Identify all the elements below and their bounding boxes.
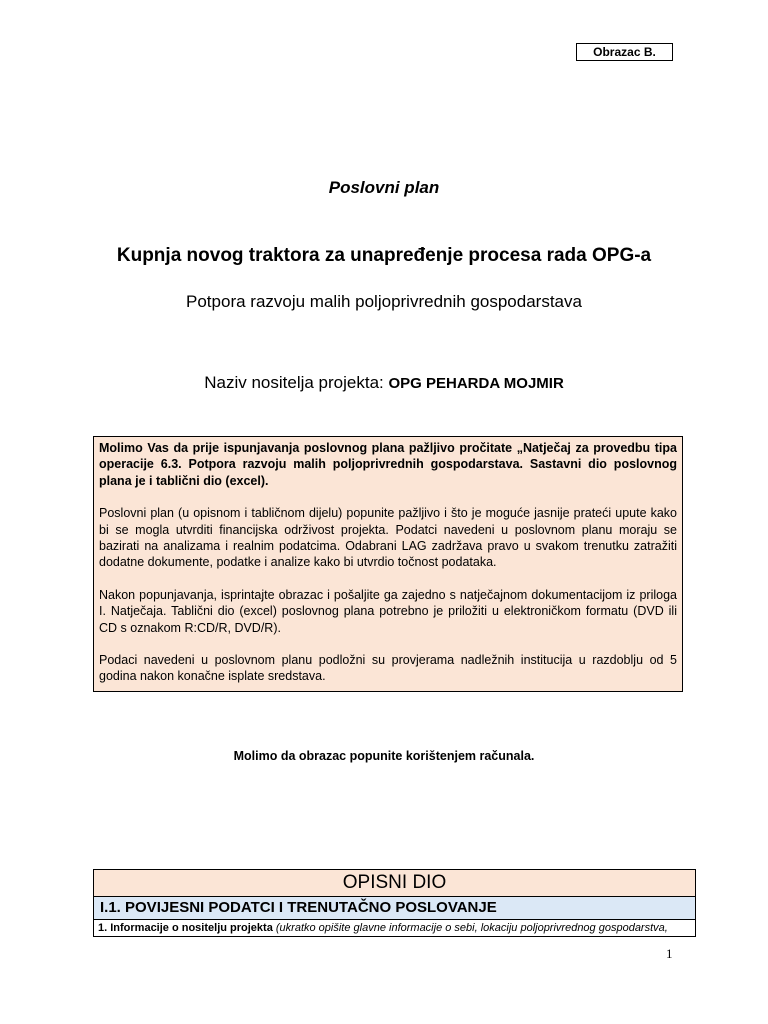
section-item-label: 1. Informacije o nositelju projekta [98, 922, 273, 934]
notice-paragraph: Poslovni plan (u opisnom i tabličnom dijelu) popunite pažljivo i što je moguće jasnije prateći upute kako bi se mogla utvrditi financijska održivost projekta. Podatci navedeni u poslovnom planu moraju se bazirati na analizama i realnim podatcima. Odabrani LAG zadržava pravo u svakom trenutku zatražiti dodatne dokumente, podatke i analize kako bi utvrdio točnost podataka. [99, 506, 677, 570]
section-subtitle: I.1. POVIJESNI PODATCI I TRENUTAČNO POSLOVANJE [94, 897, 695, 920]
notice-paragraph: Podaci navedeni u poslovnom planu podložni su provjerama nadležnih institucija u razdoblju od 5 godina nakon konačne isplate sredstava. [99, 653, 677, 684]
section-item [94, 920, 695, 936]
notice-lead: Molimo Vas da prije ispunjavanja poslovnog plana pažljivo pročitate „Natječaj za provedbu tipa operacije 6.3. Potpora razvoju malih poljoprivrednih gospodarstava. Sastavni dio poslovnog plana je i tablični dio (excel). [99, 441, 677, 488]
section-title: OPISNI DIO [94, 870, 695, 897]
section-item-hint: (ukratko opišite glavne informacije o sebi, lokaciju poljoprivrednog gospodarstva, [275, 922, 668, 934]
project-holder [0, 373, 768, 393]
page-number: 1 [666, 946, 673, 961]
fill-instruction: Molimo da obrazac popunite korištenjem računala. [233, 749, 535, 763]
document-type: Poslovni plan [328, 178, 440, 197]
project-title: Kupnja novog traktora za unapređenje procesa rada OPG-a [116, 245, 652, 266]
form-label: Obrazac B. [576, 43, 673, 61]
program-subtitle: Potpora razvoju malih poljoprivrednih gospodarstava [186, 292, 582, 311]
notice-paragraph: Nakon popunjavanja, isprintajte obrazac i pošaljite ga zajedno s natječajnom dokumentacijom iz priloga I. Natječaja. Tablični dio (excel) poslovnog plana potrebno je priložiti u elektroničkom formatu (DVD ili CD s oznakom R:CD/R, DVD/R). [99, 587, 677, 635]
project-holder-value: OPG PEHARDA MOJMIR [388, 375, 564, 392]
notice-box [93, 436, 683, 692]
section-table [93, 869, 696, 937]
project-holder-label: Naziv nositelja projekta: [204, 373, 389, 392]
